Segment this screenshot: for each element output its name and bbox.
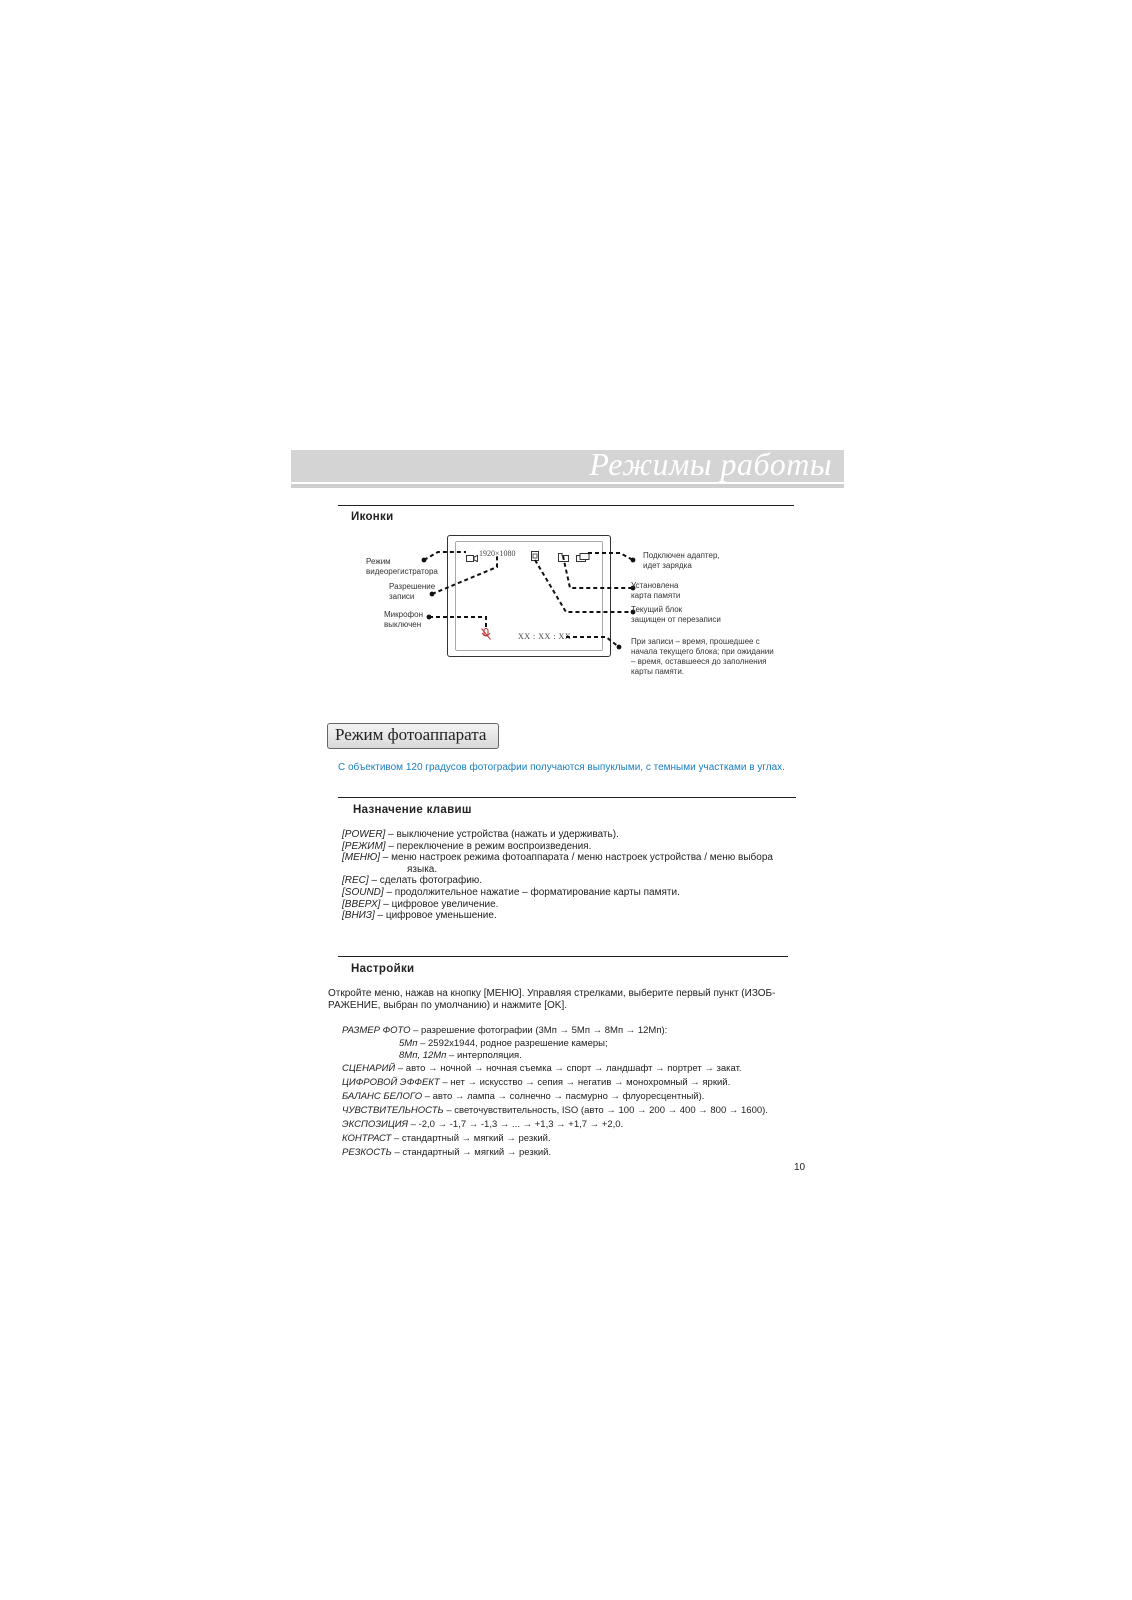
- icons-heading: Иконки: [351, 511, 394, 523]
- list-item: РЕЗКОСТЬ – стандартный → мягкий → резкий.: [342, 1147, 552, 1158]
- list-item: СЦЕНАРИЙ – авто → ночной → ночная съемка → спорт → ландшафт → портрет → закат.: [342, 1063, 742, 1074]
- page-title: Режимы работы: [589, 446, 832, 482]
- list-item: [SOUND] – продолжительное нажатие – форматирование карты памяти.: [342, 886, 680, 898]
- page-number: 10: [794, 1162, 806, 1173]
- list-item: [ВНИЗ] – цифровое уменьшение.: [342, 910, 497, 922]
- list-item: [РЕЖИМ] – переключение в режим воспроизведения.: [342, 840, 592, 852]
- callout-adapter: Подключен адаптер, идет зарядка: [643, 551, 720, 570]
- list-item: 5Мп – 2592x1944, родное разрешение камеры;: [399, 1038, 608, 1049]
- keys-list: [342, 829, 802, 922]
- callout-mode: Режим видеорегистратора: [366, 557, 438, 576]
- keys-heading: Назначение клавиш: [353, 804, 472, 816]
- list-item: ЭКСПОЗИЦИЯ – -2,0 → -1,7 → -1,3 → ... → +1,3 → +1,7 → +2,0.: [342, 1119, 624, 1130]
- list-item: языка.: [407, 863, 438, 875]
- list-item: [МЕНЮ] – меню настроек режима фотоаппарата / меню настроек устройства / меню выбора: [342, 852, 773, 864]
- callout-mic: Микрофон выключен: [384, 610, 423, 629]
- list-item: ЦИФРОВОЙ ЭФФЕКТ – нет → искусство → сепия → негатив → монохромный → яркий.: [342, 1077, 731, 1088]
- settings-intro: Откройте меню, нажав на кнопку [МЕНЮ]. Управляя стрелками, выберите первый пункт (ИЗОБ-РАЖЕНИЕ, выбран по умолчанию) и нажмите [OK].: [328, 988, 776, 1011]
- list-item: [ВВЕРХ] – цифровое увеличение.: [342, 898, 499, 910]
- list-item: ЧУВСТВИТЕЛЬНОСТЬ – светочувствительность, ISO (авто → 100 → 200 → 400 → 800 → 1600).: [342, 1105, 768, 1116]
- list-item: БАЛАНС БЕЛОГО – авто → лампа → солнечно → пасмурно → флуоресцентный).: [342, 1091, 705, 1102]
- list-item: 8Мп, 12Мп – интерполяция.: [399, 1050, 522, 1061]
- callout-resolution: Разрешение записи: [389, 582, 436, 601]
- timer-indicator: XX : XX : XX: [518, 632, 572, 641]
- list-item: [POWER] – выключение устройства (нажать и удерживать).: [342, 829, 619, 840]
- camera-mode-title: Режим фотоаппарата: [335, 725, 487, 744]
- section-rule: [338, 797, 796, 798]
- list-item: КОНТРАСТ – стандартный → мягкий → резкий.: [342, 1133, 551, 1144]
- settings-heading: Настройки: [351, 963, 415, 975]
- list-item: [REC] – сделать фотографию.: [342, 875, 483, 887]
- callout-protect: Текущий блок защищен от перезаписи: [631, 605, 721, 624]
- lens-note: С объективом 120 градусов фотографии получаются выпуклыми, с темными участками в углах.: [338, 762, 785, 773]
- callout-time: При записи – время, прошедшее с начала текущего блока; при ожидании – время, оставшееся до заполнения карты памяти.: [631, 637, 774, 676]
- callout-card: Установлена карта памяти: [631, 581, 681, 600]
- section-rule: [338, 956, 788, 957]
- resolution-indicator: 1920×1080: [479, 549, 516, 558]
- settings-list: [342, 1024, 812, 1160]
- list-item: РАЗМЕР ФОТО – разрешение фотографии (3Мп → 5Мп → 8Мп → 12Мп):: [342, 1025, 668, 1036]
